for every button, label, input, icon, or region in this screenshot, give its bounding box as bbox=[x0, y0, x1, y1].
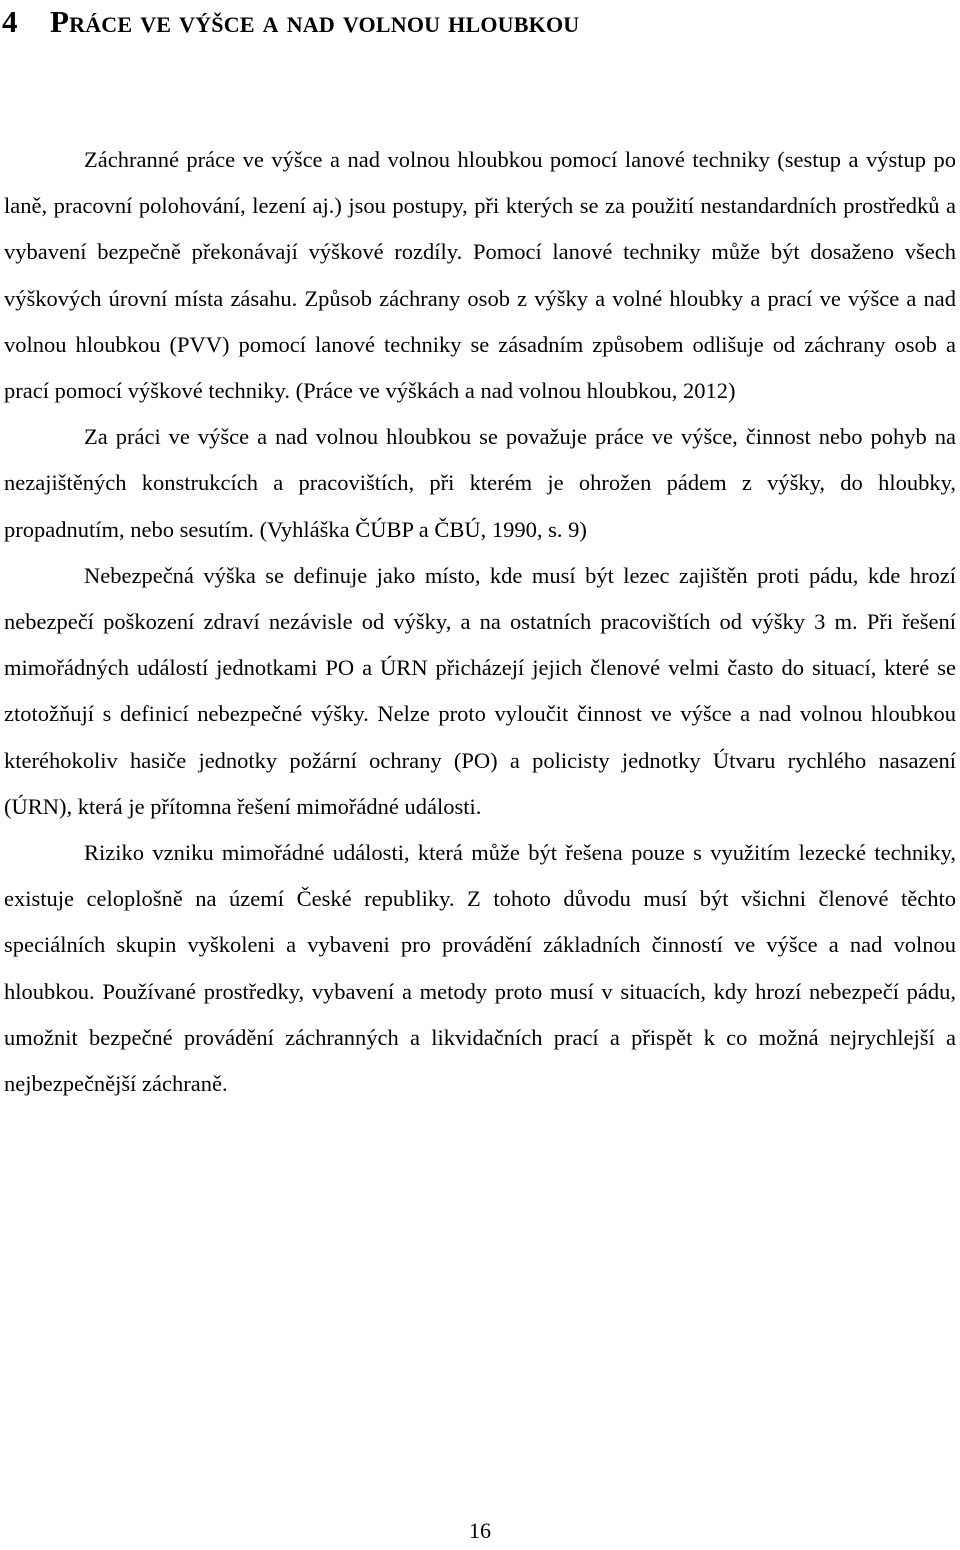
paragraph: Záchranné práce ve výšce a nad volnou hloubkou pomocí lanové techniky (sestup a výstup po laně, pracovní polohování, lezení aj.) jsou postupy, při kterých se za použití nestandardních prostředků a vybavení bezpečně překonávají výškové rozdíly. Pomocí lanové techniky může být dosaženo všech výškových úrovní místa zásahu. Způsob záchrany osob z výšky a volné hloubky a prací ve výšce a nad volnou hloubkou (PVV) pomocí lanové techniky se zásadním způsobem odlišuje od záchrany osob a prací pomocí výškové techniky. (Práce ve výškách a nad volnou hloubkou, 2012) bbox=[4, 147, 956, 404]
chapter-number: 4 bbox=[2, 4, 18, 39]
paragraph: Nebezpečná výška se definuje jako místo, kde musí být lezec zajištěn proti pádu, kde hrozí nebezpečí poškození zdraví nezávisle od výšky, a na ostatních pracovištích od výšky 3 m. Při řešení mimořádných událostí jednotkami PO a ÚRN přicházejí jejich členové velmi často do situací, které se ztotožňují s definicí nebezpečné výšky. Nelze proto vyloučit činnost ve výšce a nad volnou hloubkou kteréhokoliv hasiče jednotky požární ochrany (PO) a policisty jednotky Útvaru rychlého nasazení (ÚRN), která je přítomna řešení mimořádné události. bbox=[4, 562, 956, 819]
paragraph: Za práci ve výšce a nad volnou hloubkou se považuje práce ve výšce, činnost nebo pohyb na nezajištěných konstrukcích a pracovištích, při kterém je ohrožen pádem z výšky, do hloubky, propadnutím, nebo sesutím. (Vyhláška ČÚBP a ČBÚ, 1990, s. 9) bbox=[4, 424, 956, 542]
chapter-title: Práce ve výšce a nad volnou hloubkou bbox=[50, 4, 580, 39]
page-number: 16 bbox=[469, 1518, 491, 1543]
chapter-heading bbox=[2, 4, 579, 40]
body-text bbox=[4, 137, 956, 1107]
paragraph: Riziko vzniku mimořádné události, která může být řešena pouze s využitím lezecké techniky, existuje celoplošně na území České republiky. Z tohoto důvodu musí být všichni členové těchto speciálních skupin vyškoleni a vybaveni pro provádění základních činností ve výšce a nad volnou hloubkou. Používané prostředky, vybavení a metody proto musí v situacích, kdy hrozí nebezpečí pádu, umožnit bezpečné provádění záchranných a likvidačních prací a přispět k co možná nejrychlejší a nejbezpečnější záchraně. bbox=[4, 840, 956, 1097]
